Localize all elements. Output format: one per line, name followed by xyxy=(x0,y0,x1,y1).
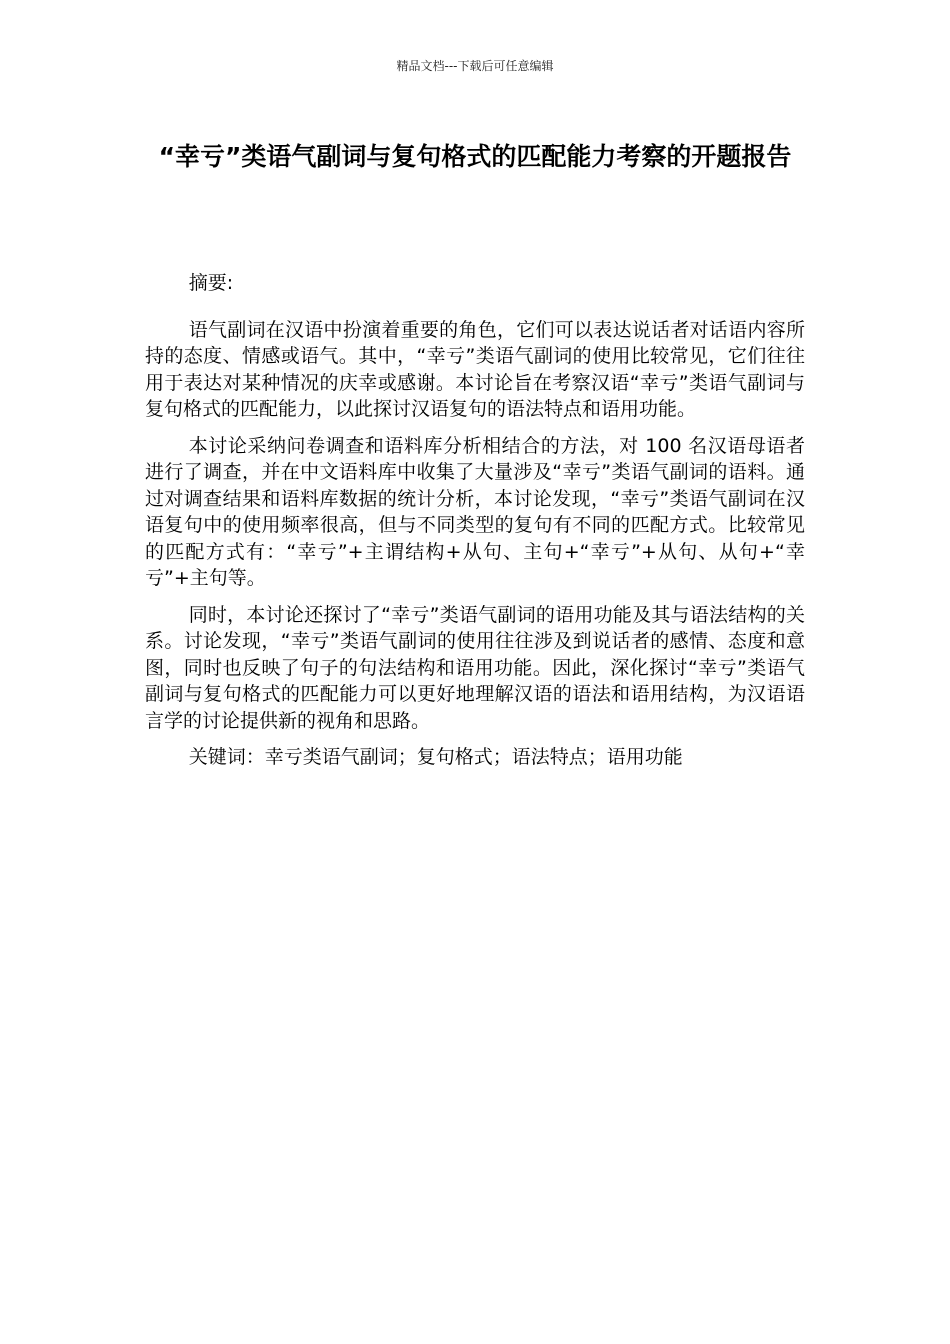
body-paragraph-3: 同时，本讨论还探讨了“幸亏”类语气副词的语用功能及其与语法结构的关系。讨论发现，“幸亏”类语气副词的使用往往涉及到说话者的感情、态度和意图，同时也反映了句子的句法结构和语用功能。因此，深化探讨“幸亏”类语气副词与复句格式的匹配能力可以更好地理解汉语的语法和语用结构，为汉语语言学的讨论提供新的视角和思路。 xyxy=(145,603,805,732)
header-note: 精品文档---下载后可任意编辑 xyxy=(396,59,554,73)
body-paragraph-2: 本讨论采纳问卷调查和语料库分析相结合的方法，对 100 名汉语母语者进行了调查，并在中文语料库中收集了大量涉及“幸亏”类语气副词的语料。通过对调查结果和语料库数据的统计分析，本讨论发现，“幸亏”类语气副词在汉语复句中的使用频率很高，但与不同类型的复句有不同的匹配方式。比较常见的匹配方式有：“幸亏”+主谓结构+从句、主句+“幸亏”+从句、从句+“幸亏”+主句等。 xyxy=(145,434,805,589)
document-title: “幸亏”类语气副词与复句格式的匹配能力考察的开题报告 xyxy=(158,142,792,171)
body-paragraph-1: 语气副词在汉语中扮演着重要的角色，它们可以表达说话者对话语内容所持的态度、情感或语气。其中，“幸亏”类语气副词的使用比较常见，它们往往用于表达对某种情况的庆幸或感谢。本讨论旨在考察汉语“幸亏”类语气副词与复句格式的匹配能力，以此探讨汉语复句的语法特点和语用功能。 xyxy=(145,318,805,420)
keywords-line: 关键词：幸亏类语气副词；复句格式；语法特点；语用功能 xyxy=(188,746,683,768)
document-body xyxy=(145,270,805,781)
abstract-label: 摘要: xyxy=(188,272,234,294)
